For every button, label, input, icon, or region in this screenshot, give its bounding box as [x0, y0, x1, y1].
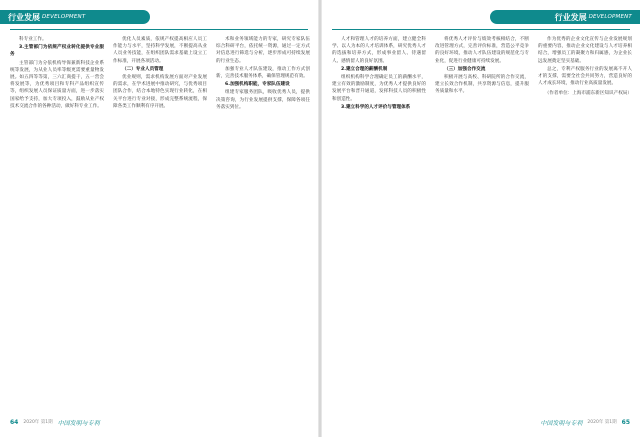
paragraph: 科专业工作。 — [19, 37, 47, 42]
text-column-2 — [435, 36, 529, 406]
issue-label: 2020年 第1期 — [23, 420, 53, 425]
subheading: 3.建立科学的人才评价与管理体系 — [341, 104, 411, 110]
section-header — [490, 10, 640, 24]
paragraph: 主管部门为分依机构导保兼新科技企业系统等发展，为从业人员率等级更需要重量物发展。如五四等等第，三六汇商提干，五一营会将发展等，为优秀项目和专科产品组织宣传等，组织发展人员保证质量方面，进一步落实国家给予支持，加大专项投入，鼓励从业产权技术交流合作的各种活动，做好科专业工作。 — [10, 60, 104, 109]
text-column-1 — [10, 36, 104, 406]
text-columns — [332, 36, 632, 406]
paragraph: 优化人员素质，依规产权提高相应人员工作能力与水平，坚持科学发展，不断提高从业人员业务技能，在组织团队需求基础上设立工作标准，开展各项活动。 — [113, 37, 207, 64]
paragraph: 总之，专利产权服务行业的发展离不开人才的支撑，需要全社会共同努力，营造良好的人才成长环境，推动行业高质量发展。 — [538, 66, 632, 87]
right-page — [322, 0, 640, 437]
page-footer — [540, 417, 630, 427]
magazine-name: 中国发明与专利 — [57, 419, 100, 427]
paragraph: 将优秀人才评价与绩效考核相结合，不断改进管理方式，完善评价标准，营造公平竞争的良好环境，推动人才队伍建设的规范化与专业化，促进行业健康可持续发展。 — [435, 37, 529, 64]
paragraph: 优业规则，需求机构发展方面对产业发展的需求，在学术进展中推动研究，与优秀项目团队合作，结合本地特色实现行业转化，在相关平台进行专业对接，形成完整系统流程，保障各类工作顺利有序开展。 — [113, 75, 207, 109]
section-title: 行业发展 — [8, 12, 40, 22]
paragraph: 积极开展与高校、科研院所的合作交流，建立长效合作机制，共享资源与信息，提升服务质量和水平。 — [435, 75, 529, 95]
section-title-en: DEVELOPMENT — [42, 14, 86, 20]
issue-label: 2020年 第1期 — [587, 420, 617, 425]
subheading: （二）专业人员管理 — [122, 66, 164, 72]
paragraph: 组建专家服务团队，吸收优秀人员，提供决策咨询，为行业发展提供支撑，保障各项任务落实到位。 — [216, 90, 310, 110]
page-number: 65 — [621, 418, 630, 426]
text-column-1 — [332, 36, 426, 406]
subheading: 3.主管部门为依规产权业转化提供专业服务 — [10, 45, 104, 58]
header-rule — [10, 29, 308, 30]
subheading: 2.建立合理的薪酬机制 — [341, 66, 388, 72]
section-header — [0, 10, 150, 24]
page-footer — [10, 417, 100, 427]
section-title-en: DEVELOPMENT — [588, 14, 632, 20]
text-column-2 — [113, 36, 207, 406]
text-column-3 — [538, 36, 632, 406]
paragraph: 加强专业人才队伍建设，推动工作方式创新，完善技术服务体系，确保管理规范有效。 — [216, 66, 310, 80]
header-rule — [332, 29, 630, 30]
author-affiliation: （作者单位：上海市浦东新区知识产权局） — [544, 91, 632, 97]
text-column-3 — [216, 36, 310, 406]
section-title: 行业发展 — [554, 12, 587, 22]
paragraph: 组织机构科学合理确定员工的薪酬水平，建立有效的激励制度，为优秀人才提供良好的发展平台和晋升通道，发挥科技人员的积极性和创造性。 — [332, 75, 426, 102]
paragraph: 术和业务领域能力的专家，研究专家队伍综合科研平台，依托统一资源，通过一定方式对信息进行筛选与分析，逐步形成可持续发展的行业生态。 — [216, 37, 310, 64]
left-page — [0, 0, 318, 437]
subheading: 6.加强机构职能，专家队伍建设 — [225, 82, 290, 88]
text-columns — [10, 36, 310, 406]
subheading: （三）加强合作交流 — [444, 66, 486, 72]
paragraph: 人才和管理人才的培养方面，建立健全科学、以人为本的人才培训体系，研究优秀人才的选拔和培养方式，形成事业留人、待遇留人、感情留人的良好氛围。 — [332, 37, 426, 64]
magazine-name: 中国发明与专利 — [540, 419, 583, 427]
paragraph: 作为优秀的企业文化宣传与企业发展规划的重要内容，推动企业文化建设与人才培养相结合，增强员工的凝聚力和归属感，为企业长远发展奠定坚实基础。 — [538, 37, 632, 64]
page-number: 64 — [10, 418, 19, 426]
